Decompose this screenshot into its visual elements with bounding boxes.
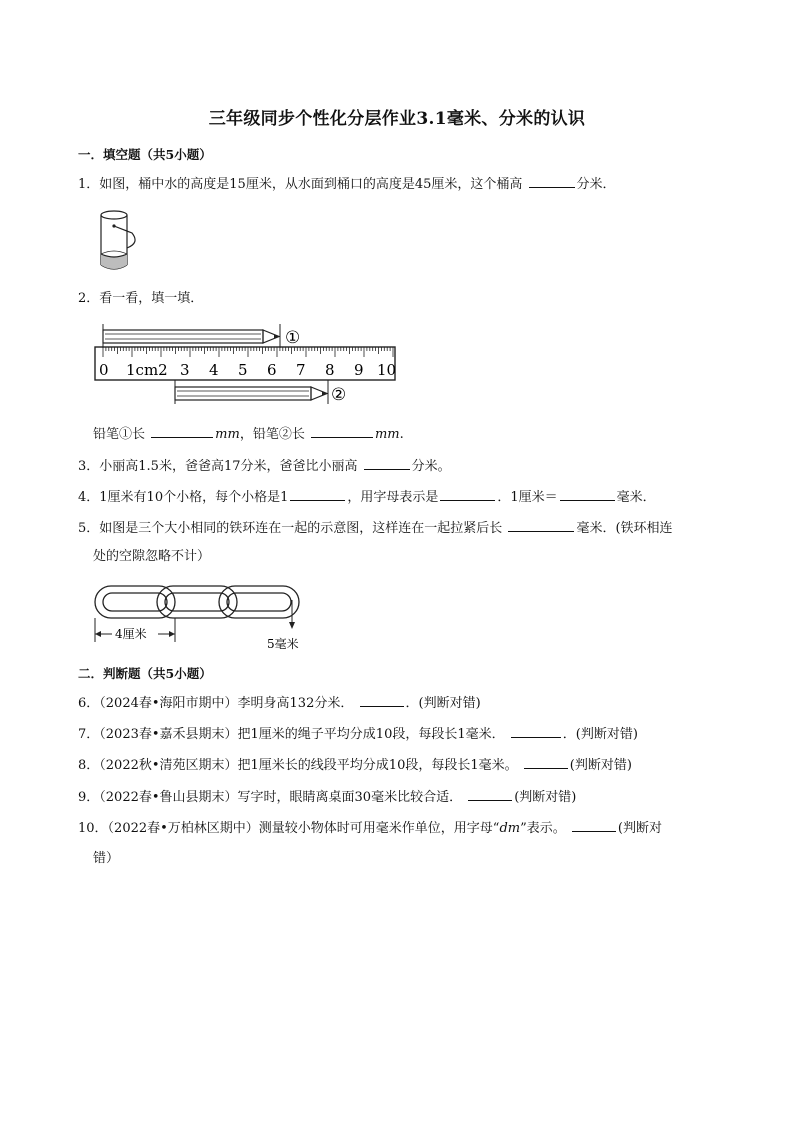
question-number: 8． (78, 758, 100, 773)
answer-blank[interactable] (511, 725, 561, 738)
ring-thickness-label: 5毫米 (267, 637, 299, 651)
answer-blank-1[interactable] (290, 488, 345, 501)
question-text: （2023春•嘉禾县期末）把1厘米的绳子平均分成10段，每段长1毫米． (99, 727, 505, 742)
ruler-label-10: 10 (377, 361, 397, 379)
ruler-label-7: 7 (296, 361, 306, 379)
answer-blank[interactable] (364, 457, 410, 470)
question-suffix: 分米． (576, 177, 616, 192)
question-number: 10． (78, 821, 108, 836)
section-heading-fill-in: 一．填空题（共5小题） (78, 147, 212, 162)
question-text: （2022秋•清苑区期末）把1厘米长的线段平均分成10段，每段长1毫米。 (99, 758, 518, 773)
question-text: 看一看，填一填． (99, 291, 204, 306)
question-text: （2022春•鲁山县期末）写字时，眼睛离桌面30毫米比较合适． (99, 790, 463, 805)
question-9 (78, 788, 576, 807)
question-number: 1． (78, 177, 100, 192)
pencil-1-answer-blank[interactable] (151, 425, 213, 438)
answer-blank[interactable] (524, 756, 568, 769)
question-10-line2: 错） (93, 851, 120, 866)
unit-mm: mm (215, 427, 240, 442)
question-number: 7． (78, 727, 100, 742)
question-text-mid2: ．1厘米＝ (497, 490, 558, 505)
answer-blank[interactable] (572, 819, 616, 832)
section-heading-true-false: 二．判断题（共5小题） (78, 666, 212, 681)
question-2-answer-line (93, 425, 404, 444)
question-number: 9． (78, 790, 100, 805)
question-text: 1厘米有10个小格，每个小格是1 (99, 490, 289, 505)
ruler-label-3: 3 (180, 361, 190, 379)
question-2 (78, 290, 203, 308)
answer-blank[interactable] (360, 694, 404, 707)
question-text: 如图，桶中水的高度是15厘米，从水面到桶口的高度是45厘米，这个桶高 (99, 177, 523, 192)
unit-mm: mm (374, 427, 400, 442)
question-10 (78, 819, 662, 838)
ruler-pencils-figure (93, 322, 403, 406)
question-8 (78, 756, 632, 775)
question-suffix: ．(判断对错) (405, 696, 481, 711)
ruler-label-6: 6 (267, 361, 277, 379)
question-1 (78, 175, 616, 194)
question-number: 2． (78, 291, 100, 306)
question-text-mid: ，用字母表示是 (347, 490, 439, 505)
question-suffix: (判断对错) (514, 790, 577, 805)
iron-rings-figure (90, 578, 310, 652)
pencil-2-length-label: ，铅笔②长 (239, 427, 305, 442)
ruler-label-5: 5 (238, 361, 248, 379)
answer-blank-3[interactable] (560, 488, 615, 501)
page-title: 三年级同步个性化分层作业3.1毫米、分米的认识 (208, 109, 586, 129)
question-4 (78, 488, 656, 507)
question-5 (78, 519, 673, 538)
question-suffix: (判断对错) (569, 758, 632, 773)
answer-blank-2[interactable] (440, 488, 495, 501)
question-suffix: 毫米． (616, 490, 656, 505)
question-suffix: ．(判断对错) (562, 727, 638, 742)
question-text: 小丽高1.5米，爸爸高17分米，爸爸比小丽高 (99, 459, 358, 474)
pencil-2 (175, 380, 346, 405)
pencil-1-length-label: 铅笔①长 (93, 427, 146, 442)
question-text: （2022春•万柏林区期中）测量较小物体时可用毫米作单位，用字母“ (107, 821, 500, 836)
sentence-end: . (399, 427, 404, 442)
answer-blank[interactable] (508, 519, 574, 532)
answer-blank[interactable] (529, 175, 575, 188)
pencil-1 (103, 324, 300, 348)
question-number: 4． (78, 490, 100, 505)
question-number: 6． (78, 696, 100, 711)
ruler-label-8: 8 (325, 361, 335, 379)
ruler-label-0: 0 (99, 361, 109, 379)
question-suffix: 毫米．(铁环相连 (576, 521, 673, 536)
question-3 (78, 457, 451, 476)
question-7 (78, 725, 638, 744)
question-text: （2024春•海阳市期中）李明身高132分米． (99, 696, 354, 711)
question-suffix: 分米。 (411, 459, 451, 474)
question-6 (78, 694, 481, 713)
question-text: 如图是三个大小相同的铁环连在一起的示意图，这样连在一起拉紧后长 (99, 521, 503, 536)
question-text-end: ”表示。 (520, 821, 566, 836)
ruler (95, 347, 396, 380)
ruler-label-9: 9 (354, 361, 364, 379)
pencil-2-marker: ② (331, 385, 347, 405)
bucket-figure (94, 207, 150, 273)
ruler-label-1cm2: 1cm2 (126, 361, 168, 379)
answer-blank[interactable] (468, 788, 512, 801)
question-suffix: (判断对 (617, 821, 662, 836)
pencil-2-answer-blank[interactable] (311, 425, 373, 438)
question-5-line2: 处的空隙忽略不计） (93, 549, 211, 564)
question-number: 3． (78, 459, 100, 474)
ruler-label-4: 4 (209, 361, 219, 379)
unit-dm: dm (499, 821, 521, 836)
question-number: 5． (78, 521, 100, 536)
ring-width-label: 4厘米 (115, 627, 147, 641)
pencil-1-marker: ① (285, 328, 301, 348)
